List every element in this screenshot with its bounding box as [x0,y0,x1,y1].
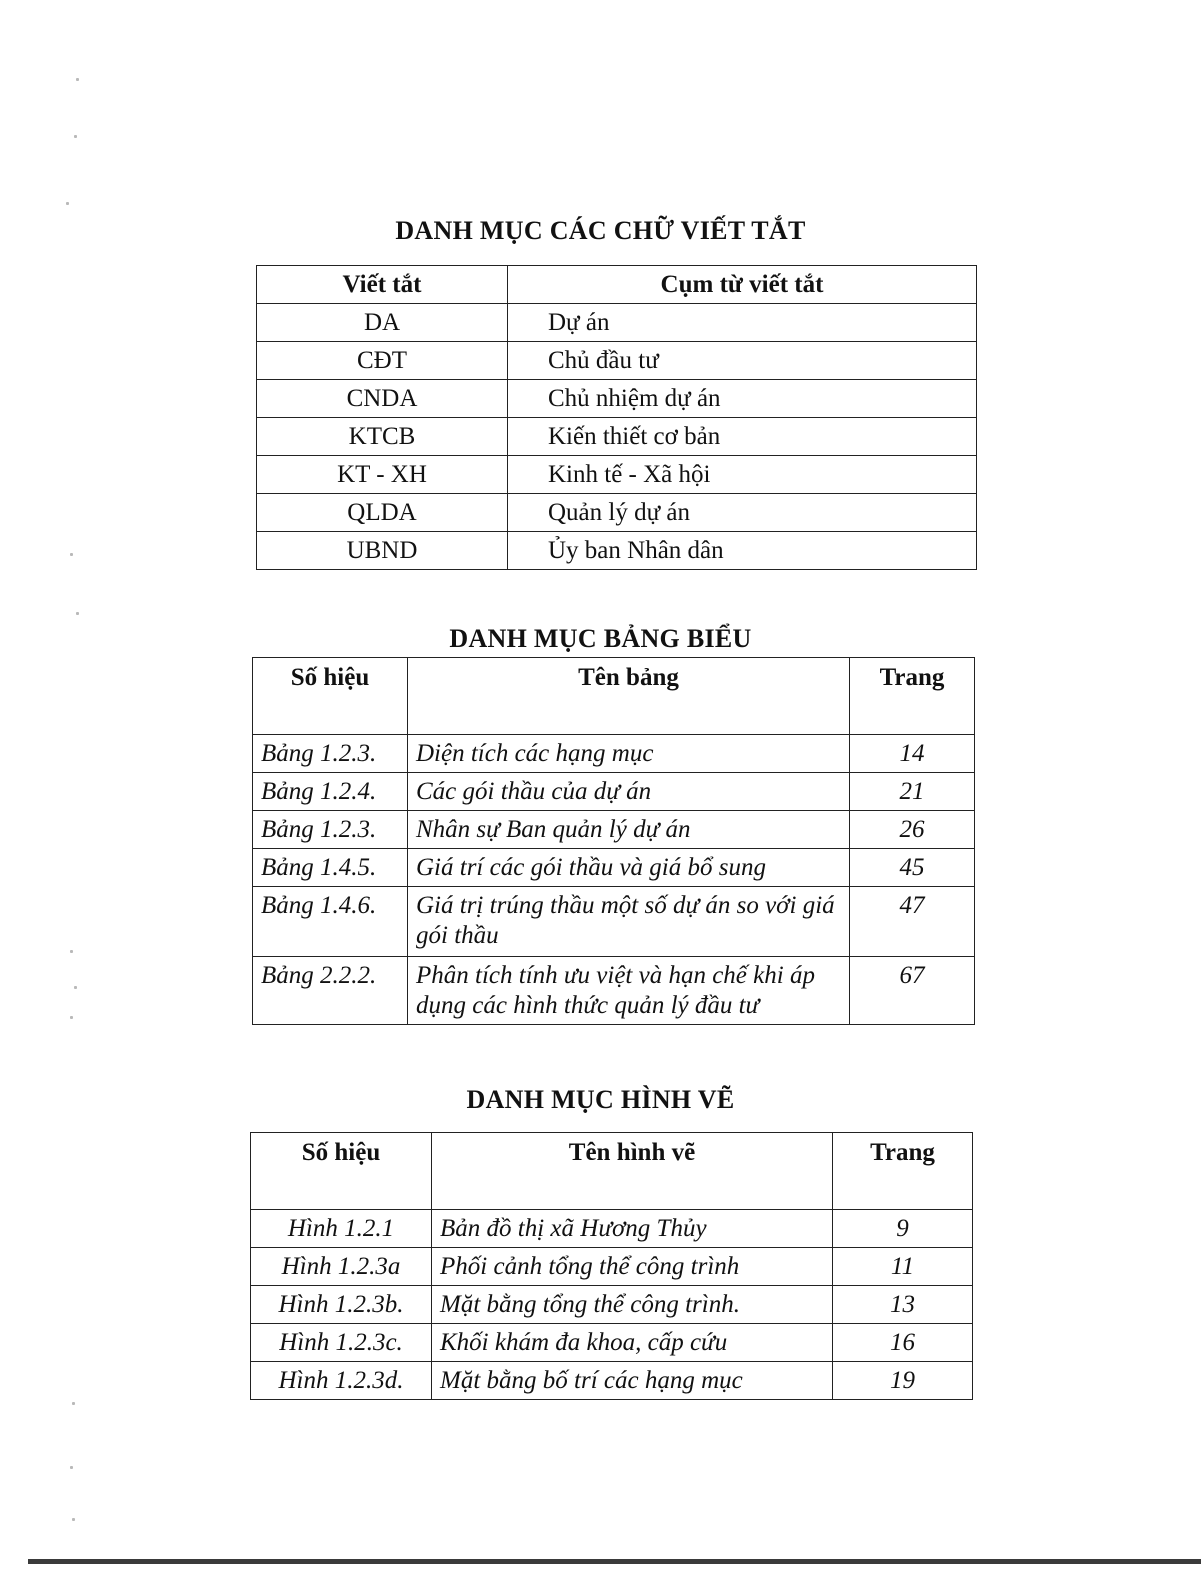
table-row [253,735,975,773]
scan-speck [70,553,73,556]
scan-speck [76,612,79,615]
figure-name: Bản đồ thị xã Hương Thủy [432,1210,833,1248]
table-row [257,494,977,532]
table-page: 26 [850,811,975,849]
table-page: 14 [850,735,975,773]
table-name: Giá trị trúng thầu một số dự án so với giá gói thầu [408,887,850,957]
table-row [257,342,977,380]
figure-number: Hình 1.2.3d. [251,1362,432,1400]
figure-page: 19 [833,1362,973,1400]
figure-number: Hình 1.2.1 [251,1210,432,1248]
figure-page: 11 [833,1248,973,1286]
table-page: 67 [850,957,975,1025]
abbr-code: UBND [257,532,508,570]
figures-list-table [250,1132,973,1400]
figure-name: Mặt bằng tổng thể công trình. [432,1286,833,1324]
scan-speck [70,1466,73,1469]
table-row [257,380,977,418]
table-row [251,1248,973,1286]
figure-number: Hình 1.2.3a [251,1248,432,1286]
abbr-header-short: Viết tắt [257,266,508,304]
scan-speck [74,986,77,989]
abbreviations-title: DANH MỤC CÁC CHỮ VIẾT TẮT [395,216,806,245]
figure-page: 9 [833,1210,973,1248]
table-page: 47 [850,887,975,957]
abbr-code: KT - XH [257,456,508,494]
table-number: Bảng 1.2.3. [253,811,408,849]
table-number: Bảng 2.2.2. [253,957,408,1025]
abbr-meaning: Ủy ban Nhân dân [508,532,977,570]
abbr-code: KTCB [257,418,508,456]
figures-header-name: Tên hình vẽ [432,1133,833,1210]
table-row [251,1210,973,1248]
abbr-meaning: Kinh tế - Xã hội [508,456,977,494]
abbr-meaning: Quản lý dự án [508,494,977,532]
table-page: 45 [850,849,975,887]
tables-header-number: Số hiệu [253,658,408,735]
figure-name: Mặt bằng bố trí các hạng mục [432,1362,833,1400]
scan-speck [72,1402,75,1405]
table-row [257,304,977,342]
page-bottom-edge [28,1559,1201,1564]
tables-header-name: Tên bảng [408,658,850,735]
table-row [251,1286,973,1324]
figure-number: Hình 1.2.3b. [251,1286,432,1324]
figures-header-number: Số hiệu [251,1133,432,1210]
table-name: Giá trí các gói thầu và giá bổ sung [408,849,850,887]
table-name: Phân tích tính ưu việt và hạn chế khi áp dụng các hình thức quản lý đầu tư [408,957,850,1025]
table-row [253,849,975,887]
figure-name: Khối khám đa khoa, cấp cứu [432,1324,833,1362]
scan-speck [74,135,77,138]
figure-page: 16 [833,1324,973,1362]
abbreviations-table [256,265,977,570]
scan-speck [70,950,73,953]
table-page: 21 [850,773,975,811]
table-row [251,1362,973,1400]
scan-speck [76,78,79,81]
table-name: Nhân sự Ban quản lý dự án [408,811,850,849]
figure-name: Phối cảnh tổng thể công trình [432,1248,833,1286]
table-name: Diện tích các hạng mục [408,735,850,773]
table-row [253,773,975,811]
abbr-meaning: Chủ đầu tư [508,342,977,380]
abbr-code: CNDA [257,380,508,418]
tables-header-page: Trang [850,658,975,735]
tables-list-title: DANH MỤC BẢNG BIỂU [449,624,752,653]
abbr-header-full: Cụm từ viết tắt [508,266,977,304]
abbr-meaning: Chủ nhiệm dự án [508,380,977,418]
table-row [257,532,977,570]
figures-header-page: Trang [833,1133,973,1210]
abbr-meaning: Dự án [508,304,977,342]
scan-speck [70,1016,73,1019]
table-row [253,957,975,1025]
tables-list-table [252,657,975,1025]
table-number: Bảng 1.2.3. [253,735,408,773]
abbr-code: DA [257,304,508,342]
table-row [253,887,975,957]
figure-number: Hình 1.2.3c. [251,1324,432,1362]
figure-page: 13 [833,1286,973,1324]
table-number: Bảng 1.4.6. [253,887,408,957]
figures-list-title: DANH MỤC HÌNH VẼ [466,1085,735,1114]
abbr-code: CĐT [257,342,508,380]
table-number: Bảng 1.2.4. [253,773,408,811]
table-row [257,456,977,494]
abbr-code: QLDA [257,494,508,532]
table-row [257,418,977,456]
scan-speck [72,1518,75,1521]
scan-speck [66,202,69,205]
table-name: Các gói thầu của dự án [408,773,850,811]
abbr-meaning: Kiến thiết cơ bản [508,418,977,456]
table-row [251,1324,973,1362]
table-number: Bảng 1.4.5. [253,849,408,887]
table-row [253,811,975,849]
